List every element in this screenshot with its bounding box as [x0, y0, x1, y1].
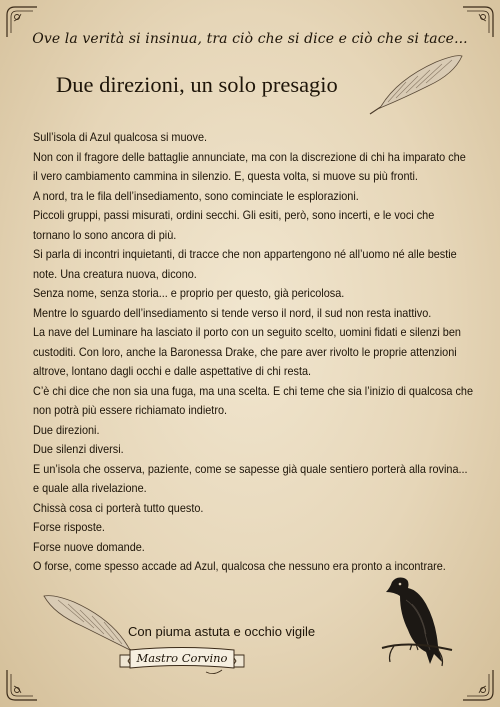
- body-line: Due direzioni.: [33, 422, 100, 437]
- body-line: Sull’isola di Azul qualcosa si muove.: [33, 130, 208, 144]
- body-line: Mentre lo sguardo dell’insediamento si tende verso il nord, il sud non resta inattivo.: [33, 305, 432, 320]
- body-line: Forse risposte.: [33, 520, 105, 534]
- ornament-corner-icon: [461, 668, 495, 702]
- body-line: altrove, lontano dagli occhi e dalle aspettative di chi resta.: [33, 364, 312, 378]
- body-line: e quale alla rivelazione.: [33, 481, 147, 495]
- body-line: Chissà cosa ci porterà tutto questo.: [33, 500, 204, 515]
- body-line: il vero cambiamento cammina in silenzio. E, questa volta, si muove su più fronti.: [33, 169, 418, 183]
- body-line: Due silenzi diversi.: [33, 442, 124, 456]
- body-line: C’è chi dice che non sia una fuga, ma una scelta. E chi teme che sia l’inizio di qualcosa che: [33, 383, 473, 398]
- body-line: Piccoli gruppi, passi misurati, ordini secchi. Gli esiti, però, sono incerti, e le voci che: [33, 208, 435, 222]
- body-line: tornano lo sono ancora di più.: [33, 227, 177, 242]
- page-title: Due direzioni, un solo presagio: [56, 72, 338, 97]
- crow-icon: [378, 574, 454, 670]
- body-line: Non con il fragore delle battaglie annunciate, ma con la discrezione di chi ha imparato che: [33, 149, 466, 164]
- body-line: custoditi. Con loro, anche la Baronessa Drake, che pare aver rivolto le proprie attenzioni: [33, 344, 457, 359]
- body-line: Si parla di incontri inquietanti, di tracce che non appartengono né all’uomo né alle bestie: [33, 247, 457, 261]
- body-line: Forse nuove domande.: [33, 539, 145, 554]
- tagline: Ove la verità si insinua, tra ciò che si dice e ciò che si tace...: [32, 31, 468, 47]
- body-line: note. Una creatura nuova, dicono.: [33, 266, 197, 281]
- author-name: Mastro Corvino: [136, 651, 228, 665]
- body-line: Senza nome, senza storia... e proprio per questo, già pericolosa.: [33, 286, 345, 300]
- body-line: non potrà più essere richiamato indietro.: [33, 403, 228, 417]
- signature-line: Con piuma astuta e occhio vigile: [128, 624, 316, 639]
- body-line: A nord, tra le fila dell’insediamento, sono cominciate le esplorazioni.: [33, 188, 359, 203]
- article-body: [33, 128, 473, 577]
- body-line: E un’isola che osserva, paziente, come se sapesse già quale sentiero porterà alla rovina...: [33, 461, 468, 476]
- ornament-corner-icon: [5, 668, 39, 702]
- body-line: O forse, come spesso accade ad Azul, qualcosa che nessuno era pronto a incontrare.: [33, 559, 446, 573]
- body-line: La nave del Luminare ha lasciato il porto con un seguito scelto, uomini fidati e silenzi ben: [33, 325, 461, 339]
- quill-feather-icon: [366, 52, 466, 118]
